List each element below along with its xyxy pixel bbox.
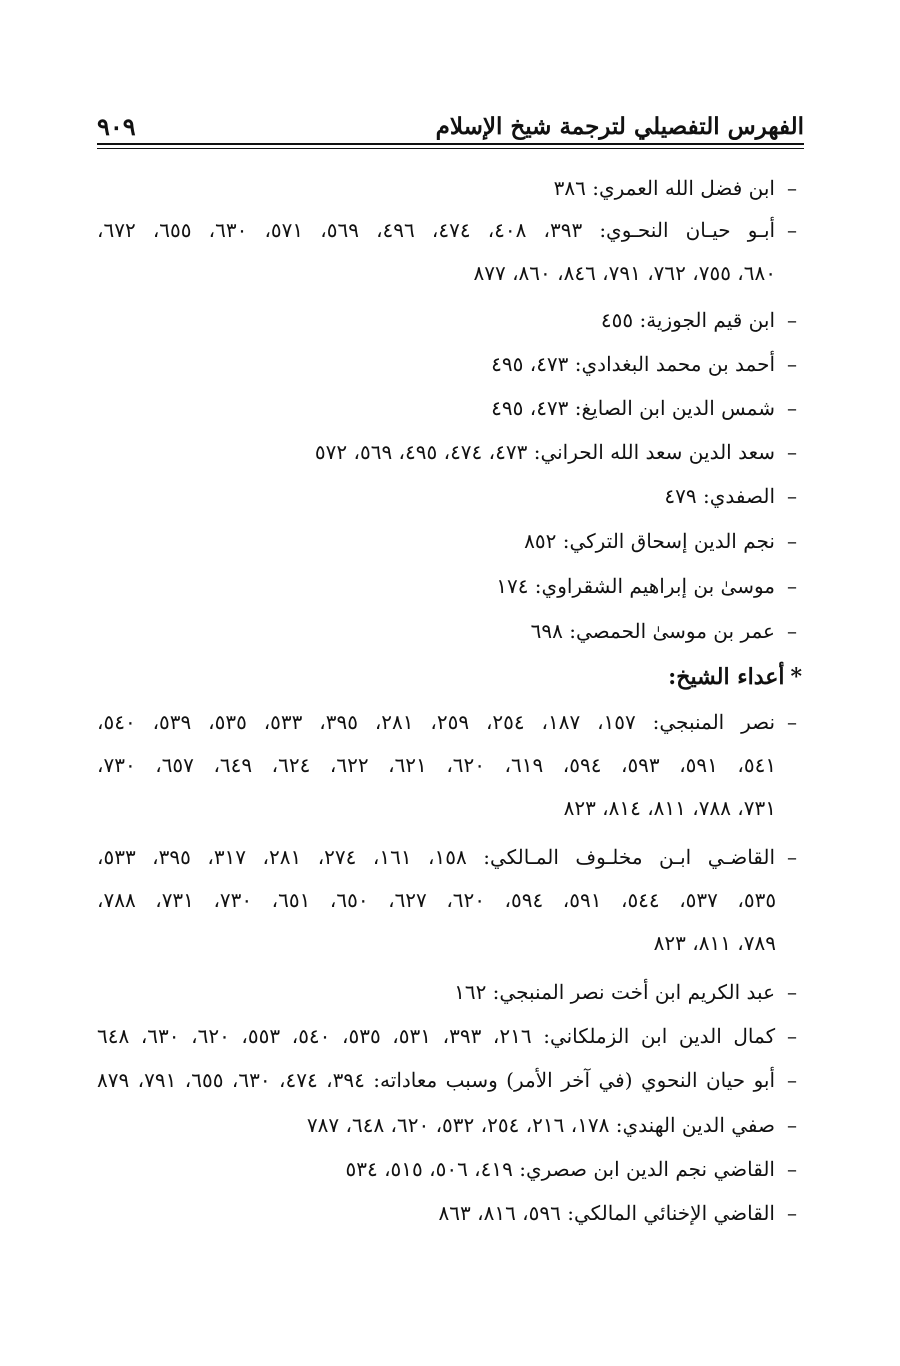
list-dash: –	[787, 1113, 797, 1137]
entry-line: أبـو حيـان النحـوي: ٣٩٣، ٤٠٨، ٤٧٤، ٤٩٦، ٥٦٩، ٥٧١، ٦٣٠، ٦٥٥، ٦٧٢،	[97, 218, 776, 242]
entry-line: ٧٣١، ٧٨٨، ٨١١، ٨١٤، ٨٢٣	[563, 796, 776, 820]
list-dash: –	[787, 574, 797, 598]
entry-line: أبو حيان النحوي (في آخر الأمر) وسبب معاداته: ٣٩٤، ٤٧٤، ٦٣٠، ٦٥٥، ٧٩١، ٨٧٩	[97, 1068, 776, 1092]
section-heading-text: أعداء الشيخ:	[668, 664, 785, 690]
entry-line: نجم الدين إسحاق التركي: ٨٥٢	[524, 529, 775, 553]
list-dash: –	[787, 529, 797, 553]
entry-line: أحمد بن محمد البغدادي: ٤٧٣، ٤٩٥	[491, 352, 775, 376]
entry-line: الصفدي: ٤٧٩	[664, 484, 775, 508]
list-dash: –	[787, 710, 797, 734]
list-dash: –	[787, 1024, 797, 1048]
entry-line: عبد الكريم ابن أخت نصر المنبجي: ١٦٢	[454, 980, 775, 1004]
entry-line: عمر بن موسىٰ الحمصي: ٦٩٨	[530, 619, 775, 643]
list-dash: –	[787, 1201, 797, 1225]
page-number: ٩٠٩	[97, 112, 136, 141]
list-dash: –	[787, 1068, 797, 1092]
entry-line: القاضـي ابـن مخلـوف المـالكي: ١٥٨، ١٦١، ٢٧٤، ٢٨١، ٣١٧، ٣٩٥، ٥٣٣،	[97, 845, 776, 869]
list-dash: –	[787, 440, 797, 464]
list-dash: –	[787, 396, 797, 420]
entry-line: صفي الدين الهندي: ١٧٨، ٢١٦، ٢٥٤، ٥٣٢، ٦٢٠، ٦٤٨، ٧٨٧	[306, 1113, 775, 1137]
list-dash: –	[787, 352, 797, 376]
entry-line: موسىٰ بن إبراهيم الشقراوي: ١٧٤	[496, 574, 775, 598]
entry-line: ابن فضل الله العمري: ٣٨٦	[553, 176, 775, 200]
list-dash: –	[787, 176, 797, 200]
entry-line: ٧٨٩، ٨١١، ٨٢٣	[653, 931, 776, 955]
section-heading	[668, 661, 802, 693]
list-dash: –	[787, 1157, 797, 1181]
entry-line: كمال الدين ابن الزملكاني: ٢١٦، ٣٩٣، ٥٣١، ٥٣٥، ٥٤٠، ٥٥٣، ٦٢٠، ٦٣٠، ٦٤٨	[97, 1024, 776, 1048]
entry-line: ٦٨٠، ٧٥٥، ٧٦٢، ٧٩١، ٨٤٦، ٨٦٠، ٨٧٧	[473, 261, 776, 285]
list-dash: –	[787, 484, 797, 508]
list-dash: –	[787, 308, 797, 332]
entry-line: ٥٣٥، ٥٣٧، ٥٤٤، ٥٩١، ٥٩٤، ٦٢٠، ٦٢٧، ٦٥٠، ٦٥١، ٧٣٠، ٧٣١، ٧٨٨،	[97, 888, 777, 912]
entry-line: القاضي الإخنائي المالكي: ٥٩٦، ٨١٦، ٨٦٣	[438, 1201, 775, 1225]
entry-line: القاضي نجم الدين ابن صصري: ٤١٩، ٥٠٦، ٥١٥، ٥٣٤	[345, 1157, 775, 1181]
list-dash: –	[787, 980, 797, 1004]
list-dash: –	[787, 218, 797, 242]
list-dash: –	[787, 619, 797, 643]
list-dash: –	[787, 845, 797, 869]
star-icon: *	[790, 664, 802, 690]
entry-line: ٥٤١، ٥٩١، ٥٩٣، ٥٩٤، ٦١٩، ٦٢٠، ٦٢١، ٦٢٢، ٦٢٤، ٦٤٩، ٦٥٧، ٧٣٠،	[97, 753, 777, 777]
entry-line: شمس الدين ابن الصايغ: ٤٧٣، ٤٩٥	[491, 396, 775, 420]
entry-line: نصر المنبجي: ١٥٧، ١٨٧، ٢٥٤، ٢٥٩، ٢٨١، ٣٩٥، ٥٣٣، ٥٣٥، ٥٣٩، ٥٤٠،	[97, 710, 776, 734]
entry-line: ابن قيم الجوزية: ٤٥٥	[600, 308, 775, 332]
entry-line: سعد الدين سعد الله الحراني: ٤٧٣، ٤٧٤، ٤٩٥، ٥٦٩، ٥٧٢	[314, 440, 775, 464]
header-title: الفهرس التفصيلي لترجمة شيخ الإسلام	[435, 113, 804, 140]
